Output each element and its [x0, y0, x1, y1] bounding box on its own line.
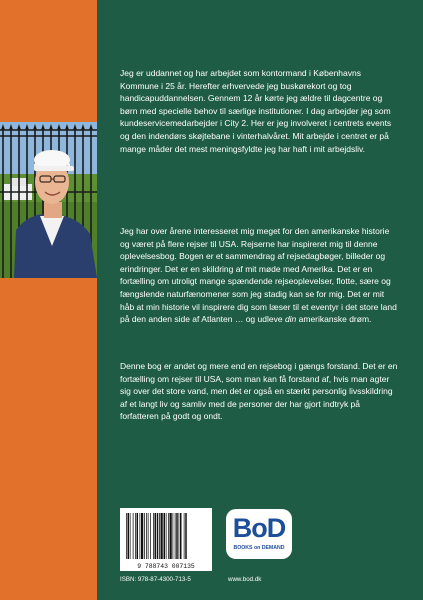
orange-spine-strip — [0, 0, 97, 600]
barcode-bar — [130, 513, 131, 559]
author-photo — [0, 122, 97, 278]
barcode-bar — [157, 513, 159, 559]
barcode-bar — [140, 513, 141, 559]
barcode-bar — [159, 513, 160, 559]
barcode-bar — [170, 513, 172, 559]
barcode-bar — [135, 513, 136, 559]
barcode-bar — [144, 513, 145, 559]
barcode-bar — [150, 513, 151, 559]
barcode-bar — [173, 513, 174, 559]
barcode-bar — [133, 513, 134, 559]
publisher-logo-letters: BoD — [232, 513, 286, 543]
barcode-bar — [185, 513, 187, 559]
barcode-bar — [146, 513, 147, 559]
isbn-label: ISBN: 978-87-4300-713-5 — [120, 576, 191, 583]
barcode-bars — [120, 508, 212, 571]
barcode-bar — [179, 513, 180, 559]
barcode-bar — [155, 513, 157, 559]
barcode-bar — [128, 513, 130, 559]
barcode-bar — [141, 513, 143, 559]
barcode-bar — [161, 513, 163, 559]
barcode-digits: 9 788743 007135 — [137, 563, 195, 570]
description-emphasis: din — [284, 314, 297, 325]
barcode — [120, 508, 212, 571]
barcode-bar — [148, 513, 149, 559]
book-description-paragraph — [120, 225, 398, 326]
barcode-bar — [180, 513, 182, 559]
barcode-bar — [176, 513, 178, 559]
barcode-bar — [184, 513, 185, 559]
author-bio-paragraph: Jeg er uddannet og har arbejdet som kontormand i Københavns Kommune i 25 år. Herefter erhvervede jeg buskørekort og tog handicapuddannelsen. Gennem 12 år kørte jeg ældre til dagcentre og børn med specielle behov til særlige institutioner. I dag arbejder jeg som kundeservicemedarbejder i City 2. Her er jeg involveret i centrets events og den indendørs skøjtebane i vinterhalvåret. Mit arbejde i centret er på mange måder det mest meningsfyldte jeg har haft i mit arbejdsliv. — [120, 68, 392, 154]
barcode-bar — [175, 513, 176, 559]
publisher-logo — [226, 509, 292, 559]
barcode-bar — [137, 513, 139, 559]
barcode-bar — [153, 513, 154, 559]
book-summary-paragraph: Denne bog er andet og mere end en rejsebog i gængs forstand. Det er en fortælling om rejser til USA, som man kan få forstand af, hvis man agter sig over det store vand, men det er også en stærkt personlig livsskildring af et langt liv og samliv med de personer der har gjort indtryk på forfatteren på godt og ondt. — [120, 361, 398, 422]
publisher-logo-tagline: BOOKS on DEMAND — [233, 545, 285, 551]
description-text: Jeg har over årene interesseret mig meget for den amerikanske historie og været på flere rejser til USA. Rejserne har inspireret mig til denne oplevelsesbog. Bogen er et sammendrag af rejsedagbøger, billeder og erindringer. Det er en skildring af mit møde med Amerika. Det er en fortælling om utroligt mange spændende rejseoplevelser, flotte, sære og fængslende naturfænomener som jeg stadig kan se for mig. Det er mit håb at min historie vil inspirere dig som læser til et eventyr i det store land på den anden side af Atlanten … og udleve — [120, 226, 397, 325]
author-portrait-icon — [0, 122, 97, 278]
barcode-bar — [168, 513, 169, 559]
publisher-website: www.bod.dk — [228, 576, 262, 583]
barcode-bar — [166, 513, 167, 559]
barcode-bar — [164, 513, 166, 559]
description-text-end: amerikanske drøm. — [296, 314, 372, 325]
barcode-bar — [126, 513, 127, 559]
